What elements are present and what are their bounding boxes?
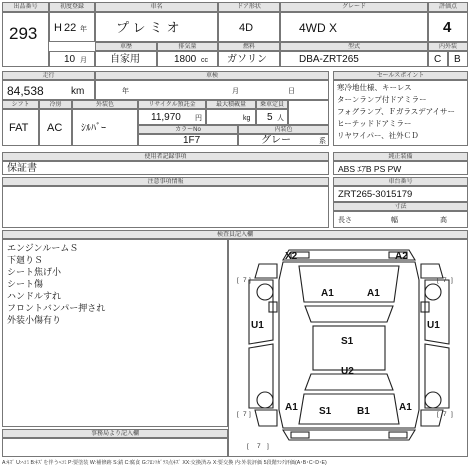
right-rear-door <box>425 344 449 408</box>
era: H <box>54 22 62 34</box>
damage-mark: A1 <box>367 288 380 299</box>
damage-mark: U2 <box>341 366 354 377</box>
doors-value: 4D <box>239 22 254 34</box>
insp-month-unit: 月 <box>232 88 239 95</box>
frame-no-value: ZRT265-3015179 <box>338 189 413 200</box>
ac-header: 冷房 <box>39 100 72 109</box>
displacement-cell <box>157 51 218 67</box>
bracket-close: ] <box>249 277 251 284</box>
inspector-note: エンジンルームＳ <box>7 243 79 253</box>
ac-value: AC <box>47 122 63 134</box>
int-color-suffix: 系 <box>319 138 326 145</box>
equipment-cell <box>333 161 468 175</box>
cc-unit: cc <box>201 57 208 64</box>
score-cell <box>428 12 468 42</box>
capacity-header: 乗車定員 <box>256 100 288 109</box>
inspector-note: シート焦げ小 <box>7 267 62 277</box>
inspection-cell <box>95 80 329 100</box>
fuel-value: ガソリン <box>227 54 267 65</box>
score-header: 評価点 <box>428 2 468 12</box>
color-no-value: 1F7 <box>183 135 201 146</box>
mileage-value: 84,538 <box>7 84 44 98</box>
notes-header: 使用者記録事項 <box>2 152 329 161</box>
shift-header: シフト <box>2 100 39 109</box>
report-cell <box>2 438 228 457</box>
doors-cell <box>218 12 280 42</box>
ext-grade: B <box>454 54 461 65</box>
inspector-note: ハンドルすれ <box>7 291 62 301</box>
sales-point-line: ヒーテッドドアミラー <box>337 119 412 128</box>
ac-cell <box>39 109 72 146</box>
grade-cell <box>280 12 428 42</box>
int-grade-cell <box>428 51 448 67</box>
left-rear-door <box>249 344 273 408</box>
bracket-open: [ <box>237 277 239 284</box>
color-cell <box>72 109 138 146</box>
color-header: 外装色 <box>72 100 138 109</box>
inspector-note: フロントバンパー押され <box>7 303 106 313</box>
bracket-close: ] <box>451 277 453 284</box>
bracket-open: [ <box>437 411 439 418</box>
grade-header: グレード <box>280 2 428 12</box>
notes-cell <box>2 161 329 175</box>
bracket-number: 7 <box>257 443 261 450</box>
mileage-cell <box>2 80 95 100</box>
trunk-outline <box>299 394 399 424</box>
report-header: 事務局より記入欄 <box>2 429 228 438</box>
car-name-cell <box>95 12 218 42</box>
damage-mark: U1 <box>427 320 440 331</box>
kg-unit: kg <box>243 115 251 122</box>
inspector-note: 外装小傷有り <box>7 315 62 325</box>
insp-day-unit: 日 <box>288 88 295 95</box>
car-diagram-panel <box>228 239 468 457</box>
damage-mark: S1 <box>319 406 332 417</box>
taillamp-icon <box>291 432 309 438</box>
taillamp-icon <box>389 432 407 438</box>
lot-cell <box>2 12 49 67</box>
int-color-value: グレー <box>261 135 291 146</box>
doors-header: ドア形状 <box>218 2 280 12</box>
inspector-note: 下廻りＳ <box>7 255 44 265</box>
ext-grade-cell <box>448 51 468 67</box>
bracket-open: [ <box>247 443 249 450</box>
damage-mark: S1 <box>341 336 354 347</box>
reg-year: 22 <box>64 22 77 34</box>
model-cell <box>280 51 428 67</box>
int-color-header: 内装色 <box>238 125 329 134</box>
lot-number: 293 <box>9 24 38 43</box>
equipment-header: 純正装備 <box>333 152 468 161</box>
car-name: プレミオ <box>116 20 184 35</box>
color-no-cell <box>138 134 238 146</box>
bracket-close: ] <box>249 411 251 418</box>
damage-mark: A1 <box>321 288 334 299</box>
wheel-icon <box>425 284 441 300</box>
sales-point-line: ターンランプ付ドアミラー <box>337 95 427 104</box>
notes-value: 保証書 <box>7 163 37 174</box>
purpose-value: 自家用 <box>110 54 140 65</box>
dims-cell <box>333 211 468 228</box>
right-front-fender <box>421 264 443 278</box>
grade-value: 4WD X <box>299 21 338 35</box>
lot-no-header: 出品番号 <box>2 2 49 12</box>
legend-text: A:ｷｽﾞ U:ﾍｺﾐ B:ｷｽﾞを伴うﾍｺﾐ P:要塗装 W:補修跡 S:錆 C:腐食 G:ﾌﾛﾝﾄｶﾞﾗｽ点ｷｽﾞ XX:交換済み X:要交換 内:外装評価 5段階ﾗﾝｸ評価(A･B･C･D･E) <box>2 460 327 466</box>
displacement-value: 1800 <box>174 54 197 65</box>
frame-no-cell <box>333 186 468 202</box>
reg-month: 10 <box>64 54 76 65</box>
persons-unit: 人 <box>277 115 284 122</box>
bracket-number: 7 <box>243 411 247 418</box>
shift-cell <box>2 109 39 146</box>
year-unit: 年 <box>80 26 87 33</box>
blank-cell <box>288 100 329 125</box>
hood-outline <box>299 266 399 302</box>
right-rear-fender <box>421 410 443 426</box>
damage-mark: A1 <box>285 402 298 413</box>
int-ext-header: 内外装 <box>428 42 468 51</box>
bracket-number: 7 <box>443 277 447 284</box>
wheel-icon <box>257 284 273 300</box>
wheel-icon <box>425 392 441 408</box>
sales-point-line: フォグランプ、Ｆガラスデアイサー <box>337 107 455 116</box>
score-value: 4 <box>443 19 452 36</box>
month-unit: 月 <box>80 57 87 64</box>
recycle-value: 11,970 <box>151 112 181 123</box>
car-diagram <box>229 240 468 457</box>
shift-value: FAT <box>9 122 29 134</box>
inspector-notes-cell <box>2 239 228 427</box>
notices-cell <box>2 186 329 228</box>
color-value: ｼﾙﾊﾞｰ <box>81 123 106 134</box>
insp-year-unit: 年 <box>122 88 129 95</box>
car-name-header: 車名 <box>95 2 218 12</box>
inspector-note: シート傷 <box>7 279 44 289</box>
length-label: 長さ <box>338 217 352 224</box>
sales-point-line: リヤワイパー、社外ＣＤ <box>337 131 419 140</box>
model-value: DBA-ZRT265 <box>299 54 359 65</box>
damage-mark: X2 <box>285 251 298 262</box>
reg-month-cell <box>49 51 95 67</box>
inspection-header: 車検 <box>95 71 329 80</box>
bracket-open: [ <box>237 411 239 418</box>
model-header: 型式 <box>280 42 428 51</box>
width-label: 幅 <box>391 217 398 224</box>
displacement-header: 排気量 <box>157 42 218 51</box>
fuel-cell <box>218 51 280 67</box>
sales-point-header: セールスポイント <box>333 71 468 80</box>
roof-outline <box>313 326 385 370</box>
int-color-cell <box>238 134 329 146</box>
inspector-header: 検査員記入欄 <box>2 230 468 239</box>
first-reg-cell <box>49 12 95 42</box>
damage-mark: A1 <box>399 402 412 413</box>
left-front-fender <box>255 264 277 278</box>
recycle-header: リサイクル預託金 <box>138 100 206 109</box>
notices-header: 注意事項情報 <box>2 177 329 186</box>
sales-points-cell <box>333 80 468 146</box>
damage-mark: A2 <box>395 251 408 262</box>
damage-mark: B1 <box>357 406 370 417</box>
purpose-cell <box>95 51 157 67</box>
frame-no-header: 車台番号 <box>333 177 468 186</box>
bracket-number: 7 <box>243 277 247 284</box>
bracket-open: [ <box>437 277 439 284</box>
bracket-close: ] <box>267 443 269 450</box>
capacity-value: 5 <box>267 112 273 123</box>
sales-point-line: 寒冷地仕様、キーレス <box>337 83 412 92</box>
int-grade: C <box>434 54 442 65</box>
height-label: 高 <box>440 217 447 224</box>
capacity-cell <box>256 109 288 125</box>
purpose-header: 車歴 <box>95 42 157 51</box>
recycle-cell <box>138 109 206 125</box>
windshield-outline <box>305 306 393 322</box>
max-load-header: 最大積載量 <box>206 100 256 109</box>
dims-header: 寸法 <box>333 202 468 211</box>
fuel-header: 燃料 <box>218 42 280 51</box>
km-unit: km <box>71 86 85 97</box>
first-reg-header: 初度登録 <box>49 2 95 12</box>
mileage-header: 走行 <box>2 71 95 80</box>
equipment-value: ABS ｴｱB PS PW <box>338 164 402 174</box>
bracket-number: 7 <box>443 411 447 418</box>
bracket-close: ] <box>451 411 453 418</box>
color-no-header: カラーNo <box>138 125 238 134</box>
yen-unit: 円 <box>195 115 202 122</box>
damage-mark: U1 <box>251 320 264 331</box>
left-rear-fender <box>255 410 277 426</box>
max-load-cell <box>206 109 256 125</box>
wheel-icon <box>257 392 273 408</box>
